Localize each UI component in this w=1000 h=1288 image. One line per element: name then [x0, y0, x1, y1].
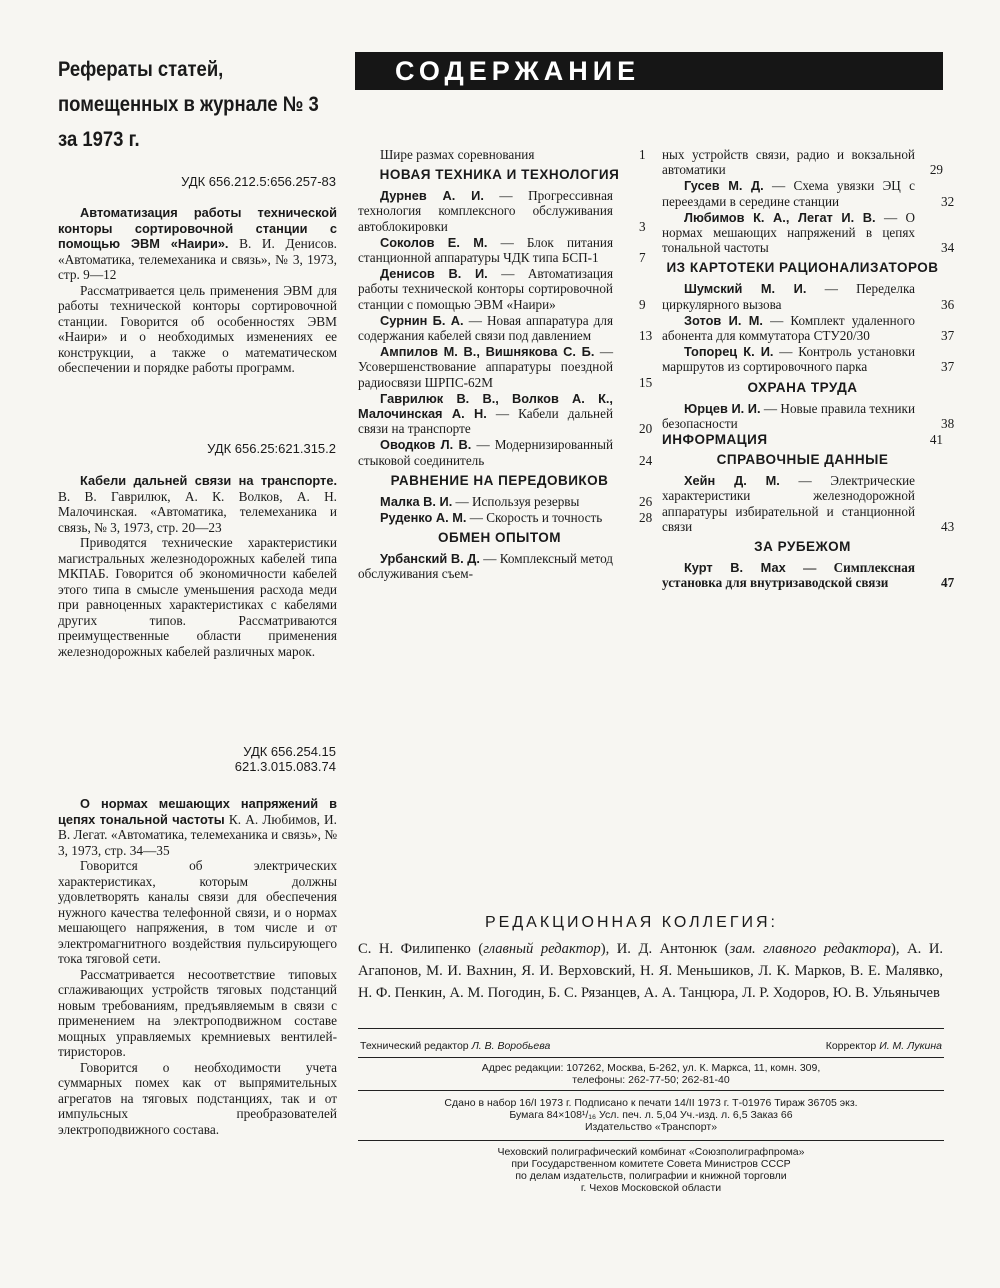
entry-page-number: 28 — [639, 510, 653, 526]
entry-author: Сурнин Б. А. — [380, 312, 464, 328]
entry-title: — Контроль установки маршрутов из сортировочного парка — [662, 344, 916, 375]
contents-entry[interactable] — [662, 560, 955, 591]
entry-author: Денисов В. И. — [380, 266, 488, 282]
entry-author: Гусев М. Д. — [684, 178, 764, 194]
entry-title: — Прогрессивная технология комплексного обслуживания автоблокировки — [358, 188, 613, 234]
entry-author: Хейн Д. М. — [684, 473, 780, 489]
abstract-text: Говорится о необходимости учета суммарных помех как от выпрямительных агрегатов на тяговых подстанциях, так и от импульсных преобразователей электроподвижного состава. — [58, 1059, 337, 1137]
entry-author: Шумский М. И. — [684, 281, 807, 297]
contents-entry[interactable] — [358, 234, 646, 266]
entry-author: ИНФОРМАЦИЯ — [662, 432, 768, 448]
abstract-citation: В. И. Денисов. «Автоматика, телемеханика и связь», № 3, 1973, стр. 9—12 — [58, 236, 337, 282]
entry-author: Оводков Л. В. — [380, 437, 472, 453]
contents-entry[interactable] — [358, 390, 653, 437]
entry-page-number: 7 — [639, 250, 646, 266]
entry-page-number: 37 — [941, 359, 955, 375]
entry-page-number: 15 — [639, 374, 653, 390]
contents-entry[interactable] — [358, 312, 653, 344]
print-details: Сдано в набор 16/I 1973 г. Подписано к печати 14/II 1973 г. Т-01976 Тираж 36705 экз. Бумага 84×108¹/₁₆ Усл. печ. л. 5,04 Уч.-изд. л. 6,5 Заказ 66 Издательство «Транспорт» — [444, 1097, 858, 1133]
editors-line: Технический редактор Л. В. Воробьева Корректор И. М. Лукина — [360, 1040, 942, 1052]
entry-title: — Комплект удаленного абонента для коммутатора СТУ20/30 — [662, 312, 915, 344]
contents-entry[interactable] — [358, 551, 641, 581]
entry-title: — Кабели дальней связи на транспорте — [358, 406, 614, 437]
contents-entry[interactable] — [662, 312, 955, 344]
entry-author: Любимов К. А., Легат И. В. — [684, 209, 876, 225]
entry-author: Топорец К. И. — [684, 344, 774, 360]
contents-entry[interactable] — [662, 178, 955, 209]
contents-banner — [355, 52, 943, 90]
divider — [358, 1028, 944, 1029]
abstract-text: Рассматривается несоответствие типовых сглаживающих устройств тяговых подстанций новым требованиям, предъявляемым в связи с применением на электроподвижном составе мощных управляемых кремниевых вентилей-тиристоров. — [58, 966, 337, 1059]
entry-title: — Переделка циркулярного вызова — [662, 281, 916, 312]
entry-author: Дурнев А. И. — [380, 188, 484, 204]
entry-page-number: 32 — [941, 193, 955, 209]
entry-page-number: 1 — [639, 147, 646, 162]
board-members — [358, 938, 943, 1004]
contents-entry[interactable] — [662, 400, 955, 431]
editorial-address: Адрес редакции: 107262, Москва, Б-262, ул. К. Маркса, 11, комн. 309, телефоны: 262-77-50; 262-81-40 — [481, 1062, 821, 1086]
contents-entry[interactable] — [358, 437, 653, 468]
contents-entry[interactable] — [358, 344, 653, 390]
contents-entry[interactable] — [358, 266, 646, 312]
contents-entry[interactable] — [358, 510, 653, 526]
entry-page-number: 29 — [929, 162, 943, 178]
abstract-citation: В. В. Гаврилюк, А. К. Волков, А. Н. Малочинская. «Автоматика, телемеханика и связь, № 3, 1973, стр. 20—23 — [58, 488, 337, 535]
entry-author: Юрцев И. И. — [684, 400, 761, 416]
entry-title: — Блок питания станционной аппаратуры ЧДК типа БСП-1 — [358, 234, 614, 266]
divider — [358, 1090, 944, 1091]
entry-title: — Электрические характеристики железнодорожной аппаратуры избирательной и станционной связи — [662, 473, 916, 534]
abstract-2 — [58, 473, 337, 659]
entry-author: Зотов И. М. — [684, 312, 763, 328]
board-names: ), И. Д. Антонюк ( — [600, 941, 730, 957]
contents-entry[interactable] — [358, 147, 646, 162]
entry-title: Шире размах соревнования — [380, 147, 535, 162]
abstract-text: Приводятся технические характеристики магистральных железнодорожных кабелей типа МКПАБ. Говорится об экономичности кабелей этого типа в смысле уменьшения расхода меди при равноценных характеристиках с кабелями других типов. Расcматриваются преимущественные области применения железнодорожных кабелей различных марок. — [58, 535, 337, 659]
entry-title: — Новые правила техники безопасности — [662, 400, 915, 431]
abstract-text: Говорится об электрических характеристиках, которым должны удовлетворять каналы связи для обеспечения нужного качества телефонной связи, и о нормах мешающего напряжения, в том числе и от электромагнитного воздействия пульсирующего тока тяговой сети. — [58, 858, 337, 966]
contents-entry[interactable] — [662, 344, 955, 375]
contents-section-heading: ОБМЕН ОПЫТОМ — [437, 530, 562, 546]
entry-author: Ампилов М. В., Вишнякова С. Б. — [380, 344, 595, 360]
entry-title: ных устройств связи, радио и вокзальной автоматики — [662, 147, 915, 178]
entry-title: — Новая аппаратура для содержания кабелей связи под давлением — [358, 312, 614, 344]
entry-title: — О нормах мешающих напряжений в цепях тональной частоты — [662, 209, 915, 256]
entry-title: — Комплексный метод обслуживания съем- — [358, 551, 614, 582]
contents-section-heading: НОВАЯ ТЕХНИКА И ТЕХНОЛОГИЯ — [379, 167, 620, 183]
abstract-3 — [58, 796, 337, 1137]
entry-title: — Схема увязки ЭЦ с переездами в середине станции — [662, 178, 916, 209]
entry-author: Соколов Е. М. — [380, 234, 488, 250]
entry-title: — Модернизированный стыковой соединитель — [358, 437, 613, 468]
contents-entry[interactable] — [358, 188, 646, 234]
contents-section-heading: ОХРАНА ТРУДА — [747, 379, 858, 395]
udk-code: УДК 656.212.5:656.257-83 — [181, 174, 336, 189]
abstract-citation: К. А. Любимов, И. В. Легат. «Автоматика, телемеханика и связь», № 3, 1973, стр. 34—35 — [58, 811, 338, 858]
abstract-1 — [58, 205, 337, 376]
contents-entry[interactable] — [358, 493, 653, 509]
entry-page-number: 41 — [929, 432, 943, 448]
board-role: зам. главного редактора — [729, 941, 892, 957]
entry-title: — Усовершенствование аппаратуры поездной радиосвязи ШРПС-62М — [358, 344, 613, 390]
printer-info: Чеховский полиграфический комбинат «Союзполиграфпрома» при Государственном комитете Совета Министров СССР по делам издательств, полиграфии и книжной торговли г. Чехов Московской области — [497, 1146, 805, 1194]
contents-entry[interactable] — [662, 432, 943, 447]
entry-page-number: 3 — [639, 218, 646, 234]
entry-page-number: 34 — [941, 240, 955, 256]
abstracts-heading: Рефераты статей, помещенных в журнале № 3 за 1973 г. — [58, 58, 319, 151]
contents-column-2 — [662, 147, 955, 591]
entry-page-number: 36 — [941, 296, 955, 312]
contents-section-heading: РАВНЕНИЕ НА ПЕРЕДОВИКОВ — [390, 472, 609, 488]
entry-page-number: 37 — [941, 328, 955, 344]
entry-page-number: 38 — [941, 415, 955, 431]
entry-author: Малка В. И. — [380, 493, 453, 509]
contents-section-heading: ЗА РУБЕЖОМ — [754, 539, 851, 555]
contents-entry[interactable] — [662, 281, 955, 312]
entry-author: Урбанский В. Д. — [380, 551, 480, 567]
entry-title: — Симплексная установка для внутризаводской связи — [662, 560, 915, 591]
entry-title: — Используя резервы — [455, 493, 580, 509]
entry-page-number: 9 — [639, 296, 646, 312]
entry-page-number: 26 — [639, 493, 653, 509]
entry-author: Гаврилюк В. В., Волков А. К., Малочинская А. Н. — [358, 390, 613, 422]
abstract-title: О нормах мешающих напряжений в цепях тональной частоты — [58, 796, 337, 827]
udk-code: УДК 656.254.15 621.3.015.083.74 — [234, 744, 336, 774]
corrector: И. М. Лукина — [879, 1040, 942, 1052]
abstract-title: Автоматизация работы техничеcкой конторы сортировочной станции с помощью ЭВМ «Наири». — [58, 205, 337, 251]
contents-section-heading: ИЗ КАРТОТЕКИ РАЦИОНАЛИЗАТОРОВ — [666, 260, 939, 276]
entry-page-number: 13 — [639, 328, 653, 344]
divider — [358, 1140, 944, 1141]
udk-code: УДК 656.25:621.315.2 — [207, 441, 336, 456]
divider — [358, 1057, 944, 1058]
board-names: С. Н. Филипенко ( — [358, 941, 484, 957]
tech-editor: Л. В. Воробьева — [471, 1040, 551, 1052]
abstract-title: Кабели дальней связи на транспорте. — [80, 473, 337, 488]
contents-entry[interactable] — [662, 209, 955, 256]
entry-title: — Скорость и точность — [469, 510, 603, 526]
contents-section-heading: СПРАВОЧНЫЕ ДАННЫЕ — [716, 452, 889, 468]
contents-column-1 — [358, 147, 653, 583]
board-role: главный редактор — [483, 941, 601, 957]
entry-author: Руденко А. М. — [380, 510, 467, 526]
contents-title: СОДЕРЖАНИЕ — [395, 56, 641, 86]
entry-title: — Автоматизация работы технической конторы сортировочной станции с помощью ЭВМ «Наири» — [358, 266, 614, 312]
contents-entry[interactable] — [662, 473, 955, 534]
board-names: ), А. И. Агапонов, М. И. Вахнин, Я. И. Верховский, Н. Я. Меньшиков, Л. К. Марков, В. Е. Малявко, Н. Ф. Пенкин, А. М. Погодин, Б. С. Рязанцев, А. А. Танцюра, Л. Р. Ходоров, Ю. В. Ульянычев — [358, 941, 944, 1001]
entry-page-number: 20 — [639, 421, 653, 437]
entry-author: Курт В. Мах — [684, 560, 786, 576]
abstract-text: Рассматривается цель применения ЭВМ для работы технической конторы сортировочной станции. Говорится об особенностях ЭВМ «Наири» и о необходимых изменениях ее конструкции, а также о математическом обеспечении и порядке работы программ. — [58, 282, 337, 375]
entry-page-number: 24 — [639, 452, 653, 468]
contents-entry[interactable] — [662, 147, 943, 177]
board-title: РЕДАКЦИОННАЯ КОЛЛЕГИЯ: — [485, 914, 778, 931]
entry-page-number: 47 — [941, 575, 955, 591]
entry-page-number: 43 — [941, 518, 955, 534]
